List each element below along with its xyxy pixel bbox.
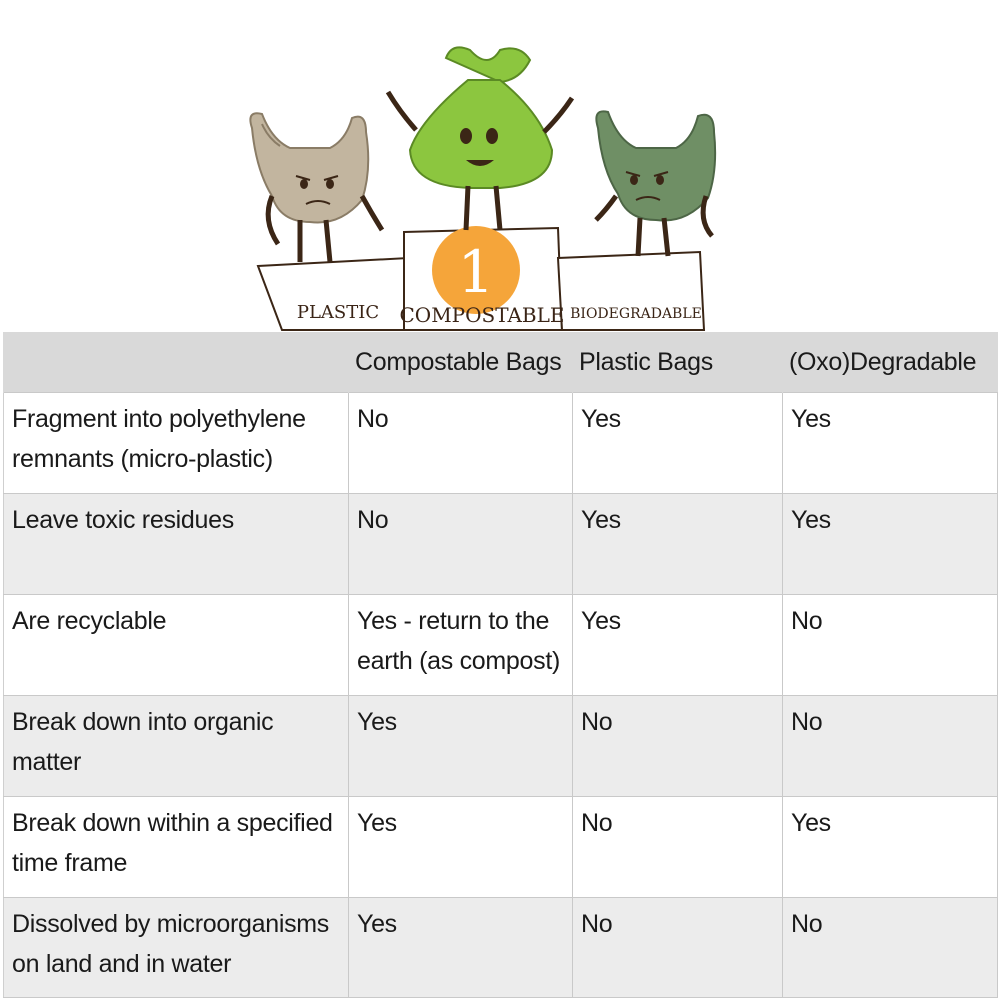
podium-illustration — [0, 0, 1000, 332]
cell-compostable: Yes — [349, 797, 573, 898]
biodegradable-bag-character — [596, 111, 715, 256]
plastic-bag-character — [250, 113, 382, 262]
table-row — [4, 696, 998, 797]
header-oxo-degradable: (Oxo)Degradable — [783, 332, 998, 393]
cell-plastic: No — [573, 797, 783, 898]
cell-degradable: No — [783, 595, 998, 696]
cell-compostable: Yes - return to the earth (as compost) — [349, 595, 573, 696]
cell-compostable: No — [349, 494, 573, 595]
table-header-row — [4, 332, 998, 393]
podium-label-compostable: COMPOSTABLE — [399, 303, 565, 327]
row-label: Dissolved by microorganisms on land and in water — [4, 898, 349, 998]
header-plastic-bags: Plastic Bags — [573, 332, 783, 393]
table-row — [4, 898, 998, 998]
header-compostable-bags: Compostable Bags — [349, 332, 573, 393]
cell-degradable: Yes — [783, 494, 998, 595]
cell-plastic: No — [573, 898, 783, 998]
table-row — [4, 797, 998, 898]
row-label: Leave toxic residues — [4, 494, 349, 595]
cell-plastic: Yes — [573, 595, 783, 696]
cell-plastic: Yes — [573, 494, 783, 595]
cell-plastic: No — [573, 696, 783, 797]
rank-number: 1 — [457, 238, 495, 306]
podium-label-plastic: PLASTIC — [296, 302, 380, 323]
cell-degradable: No — [783, 898, 998, 998]
cell-compostable: Yes — [349, 898, 573, 998]
comparison-table — [3, 332, 998, 998]
row-label: Break down within a specified time frame — [4, 797, 349, 898]
podium-drawing — [0, 0, 1000, 332]
header-empty — [4, 332, 349, 393]
cell-compostable: Yes — [349, 696, 573, 797]
compostable-bag-character — [388, 47, 572, 230]
row-label: Are recyclable — [4, 595, 349, 696]
cell-degradable: No — [783, 696, 998, 797]
table-row — [4, 595, 998, 696]
row-label: Fragment into polyethylene remnants (micro-plastic) — [4, 393, 349, 494]
podium-label-biodegradable: BIODEGRADABLE — [570, 306, 702, 322]
table-row — [4, 393, 998, 494]
row-label: Break down into organic matter — [4, 696, 349, 797]
cell-degradable: Yes — [783, 797, 998, 898]
cell-compostable: No — [349, 393, 573, 494]
table-row — [4, 494, 998, 595]
cell-degradable: Yes — [783, 393, 998, 494]
cell-plastic: Yes — [573, 393, 783, 494]
